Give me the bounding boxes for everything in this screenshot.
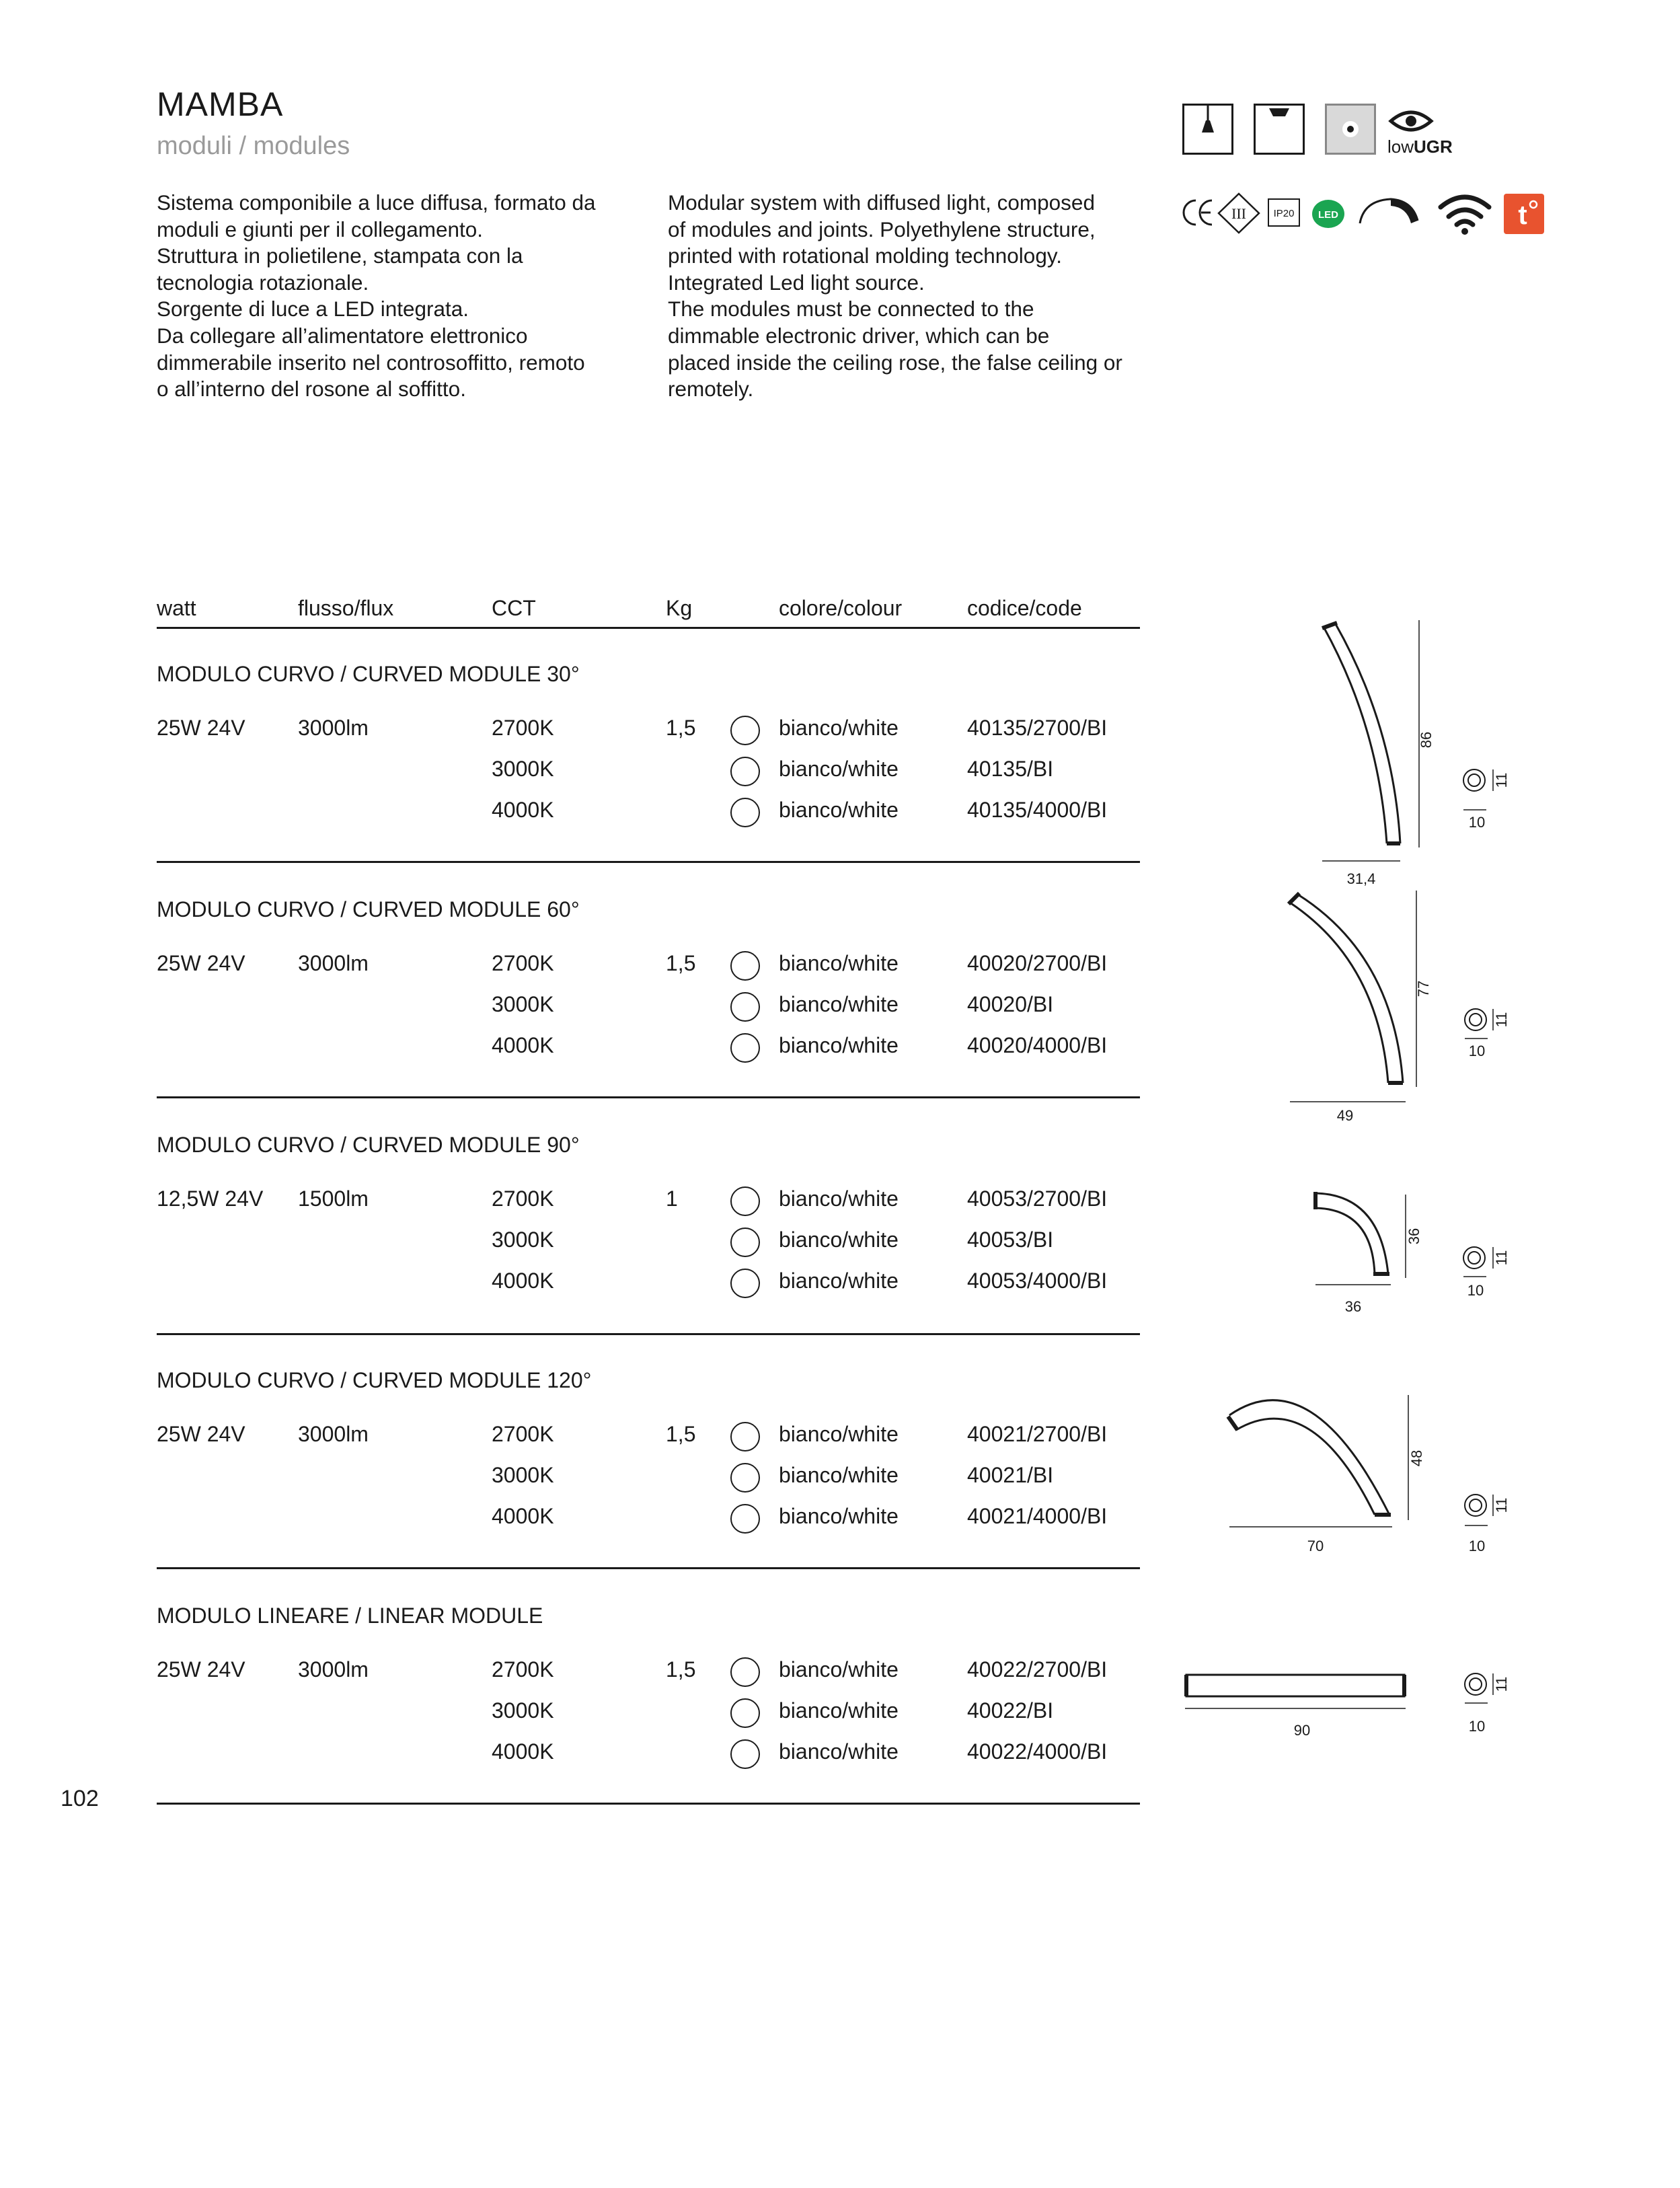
product-code: 40020/4000/BI — [967, 1033, 1108, 1057]
flux-value: 1500lm — [298, 1186, 369, 1211]
svg-text:t: t — [1518, 200, 1527, 230]
led-icon — [1311, 199, 1345, 229]
colour-swatch — [730, 716, 760, 745]
column-header-cct: CCT — [492, 596, 536, 620]
colour-swatch — [730, 1269, 760, 1298]
ce-mark-icon — [1181, 195, 1215, 230]
cct-value: 2700K — [492, 716, 554, 740]
eye-icon — [1387, 106, 1435, 136]
product-code: 40022/2700/BI — [967, 1657, 1108, 1682]
colour-swatch — [730, 951, 760, 981]
product-code: 40135/4000/BI — [967, 798, 1108, 822]
colour-value: bianco/white — [779, 716, 899, 740]
svg-text:11: 11 — [1493, 1012, 1510, 1028]
colour-value: bianco/white — [779, 757, 899, 781]
product-code: 40022/BI — [967, 1698, 1054, 1723]
colour-value: bianco/white — [779, 992, 899, 1016]
colour-value: bianco/white — [779, 1698, 899, 1723]
colour-swatch — [730, 1033, 760, 1063]
colour-value: bianco/white — [779, 1504, 899, 1528]
colour-value: bianco/white — [779, 1657, 899, 1682]
dimmer-icon — [1357, 194, 1420, 227]
colour-value: bianco/white — [779, 1739, 899, 1764]
flux-value: 3000lm — [298, 716, 369, 740]
product-code: 40053/2700/BI — [967, 1186, 1108, 1211]
product-code: 40021/2700/BI — [967, 1422, 1108, 1446]
weight-value: 1,5 — [666, 951, 696, 975]
colour-value: bianco/white — [779, 1269, 899, 1293]
colour-value: bianco/white — [779, 1033, 899, 1057]
svg-text:10: 10 — [1467, 1282, 1484, 1299]
colour-swatch — [730, 798, 760, 827]
colour-swatch — [730, 1657, 760, 1687]
cct-value: 3000K — [492, 1698, 554, 1723]
cct-value: 4000K — [492, 1504, 554, 1528]
column-header-watt: watt — [157, 596, 196, 620]
section-title: MODULO CURVO / CURVED MODULE 120° — [157, 1368, 592, 1392]
colour-swatch — [730, 1186, 760, 1216]
product-code: 40020/2700/BI — [967, 951, 1108, 975]
column-header-flux: flusso/flux — [298, 596, 394, 620]
cct-value: 4000K — [492, 1269, 554, 1293]
svg-text:LED: LED — [1318, 209, 1338, 221]
svg-text:11: 11 — [1493, 1250, 1510, 1266]
weight-value: 1,5 — [666, 716, 696, 740]
product-code: 40053/BI — [967, 1228, 1054, 1252]
colour-value: bianco/white — [779, 1228, 899, 1252]
product-code: 40020/BI — [967, 992, 1054, 1016]
svg-text:49: 49 — [1336, 1107, 1354, 1124]
watt-value: 25W 24V — [157, 1657, 245, 1682]
section-divider — [157, 1803, 1140, 1805]
drawing-linear-module — [1170, 1661, 1533, 1749]
svg-text:11: 11 — [1493, 1676, 1510, 1692]
page-title: MAMBA — [157, 85, 284, 123]
ip20-icon — [1267, 198, 1301, 227]
section-title: MODULO CURVO / CURVED MODULE 90° — [157, 1133, 580, 1157]
section-title: MODULO CURVO / CURVED MODULE 30° — [157, 662, 580, 686]
svg-text:10: 10 — [1468, 1538, 1486, 1554]
colour-swatch — [730, 757, 760, 786]
product-code: 40021/BI — [967, 1463, 1054, 1487]
colour-swatch — [730, 992, 760, 1022]
section-title: MODULO LINEARE / LINEAR MODULE — [157, 1604, 543, 1628]
description-italian: Sistema componibile a luce diffusa, formato da moduli e giunti per il collegamento. Struttura in polietilene, stampata con la tecnologia rotazionale. Sorgente di luce a LED integrata. Da collegare all’alimentatore elettronico dimmerabile inserito nel controsoffitto, remoto o all’interno del rosone al soffitto. — [157, 190, 596, 402]
section-divider — [157, 1096, 1140, 1098]
class-iii-icon — [1217, 192, 1260, 234]
tuya-icon — [1504, 194, 1544, 234]
wall-light-icon — [1325, 104, 1376, 155]
product-code: 40135/BI — [967, 757, 1054, 781]
product-code: 40021/4000/BI — [967, 1504, 1108, 1528]
section-title: MODULO CURVO / CURVED MODULE 60° — [157, 897, 580, 921]
svg-text:90: 90 — [1293, 1722, 1311, 1739]
svg-text:10: 10 — [1468, 1043, 1486, 1059]
drawing-curved-module-90 — [1278, 1184, 1533, 1332]
column-header-kg: Kg — [666, 596, 693, 620]
cct-value: 2700K — [492, 951, 554, 975]
watt-value: 25W 24V — [157, 951, 245, 975]
product-code: 40053/4000/BI — [967, 1269, 1108, 1293]
watt-value: 25W 24V — [157, 716, 245, 740]
svg-text:86: 86 — [1418, 731, 1435, 749]
weight-value: 1 — [666, 1186, 678, 1211]
cct-value: 3000K — [492, 757, 554, 781]
flux-value: 3000lm — [298, 1657, 369, 1682]
cct-value: 2700K — [492, 1422, 554, 1446]
watt-value: 25W 24V — [157, 1422, 245, 1446]
svg-text:10: 10 — [1468, 1718, 1486, 1735]
weight-value: 1,5 — [666, 1422, 696, 1446]
colour-swatch — [730, 1504, 760, 1534]
svg-text:IP20: IP20 — [1273, 208, 1295, 219]
svg-text:11: 11 — [1493, 772, 1510, 788]
colour-swatch — [730, 1463, 760, 1493]
section-divider — [157, 1333, 1140, 1335]
colour-swatch — [730, 1422, 760, 1451]
svg-text:70: 70 — [1307, 1538, 1324, 1554]
drawing-curved-module-30 — [1278, 605, 1533, 901]
drawing-curved-module-120 — [1211, 1386, 1533, 1567]
colour-swatch — [730, 1228, 760, 1257]
colour-value: bianco/white — [779, 1186, 899, 1211]
cct-value: 2700K — [492, 1657, 554, 1682]
product-code: 40022/4000/BI — [967, 1739, 1108, 1764]
svg-text:31,4: 31,4 — [1346, 870, 1376, 887]
cct-value: 4000K — [492, 1739, 554, 1764]
svg-text:36: 36 — [1406, 1228, 1422, 1245]
colour-value: bianco/white — [779, 798, 899, 822]
column-header-code: codice/code — [967, 596, 1082, 620]
cct-value: 2700K — [492, 1186, 554, 1211]
flux-value: 3000lm — [298, 951, 369, 975]
colour-value: bianco/white — [779, 951, 899, 975]
colour-swatch — [730, 1739, 760, 1769]
colour-swatch — [730, 1698, 760, 1728]
cct-value: 3000K — [492, 1463, 554, 1487]
weight-value: 1,5 — [666, 1657, 696, 1682]
drawing-curved-module-60 — [1278, 888, 1533, 1130]
svg-text:11: 11 — [1493, 1497, 1510, 1513]
ceiling-icon — [1254, 104, 1305, 155]
product-code: 40135/2700/BI — [967, 716, 1108, 740]
svg-text:10: 10 — [1468, 814, 1486, 831]
flux-value: 3000lm — [298, 1422, 369, 1446]
column-header-colour: colore/colour — [779, 596, 903, 620]
cct-value: 3000K — [492, 1228, 554, 1252]
colour-value: bianco/white — [779, 1463, 899, 1487]
svg-text:III: III — [1231, 205, 1246, 222]
header-divider — [157, 627, 1140, 629]
page-subtitle: moduli / modules — [157, 132, 350, 160]
description-english: Modular system with diffused light, composed of modules and joints. Polyethylene structure, printed with rotational molding technology. Integrated Led light source. The modules must be connected to the dimmable electronic driver, which can be placed inside the ceiling rose, the false ceiling or remotely. — [668, 190, 1122, 402]
watt-value: 12,5W 24V — [157, 1186, 264, 1211]
svg-text:36: 36 — [1344, 1298, 1362, 1315]
svg-text:48: 48 — [1408, 1449, 1425, 1467]
pendant-icon — [1182, 104, 1233, 155]
svg-text:77: 77 — [1415, 980, 1432, 997]
section-divider — [157, 1567, 1140, 1569]
cct-value: 4000K — [492, 798, 554, 822]
page-number: 102 — [61, 1786, 99, 1811]
wifi-icon — [1437, 192, 1493, 235]
colour-value: bianco/white — [779, 1422, 899, 1446]
low-ugr-label: lowUGR — [1387, 137, 1453, 157]
cct-value: 4000K — [492, 1033, 554, 1057]
cct-value: 3000K — [492, 992, 554, 1016]
section-divider — [157, 861, 1140, 863]
